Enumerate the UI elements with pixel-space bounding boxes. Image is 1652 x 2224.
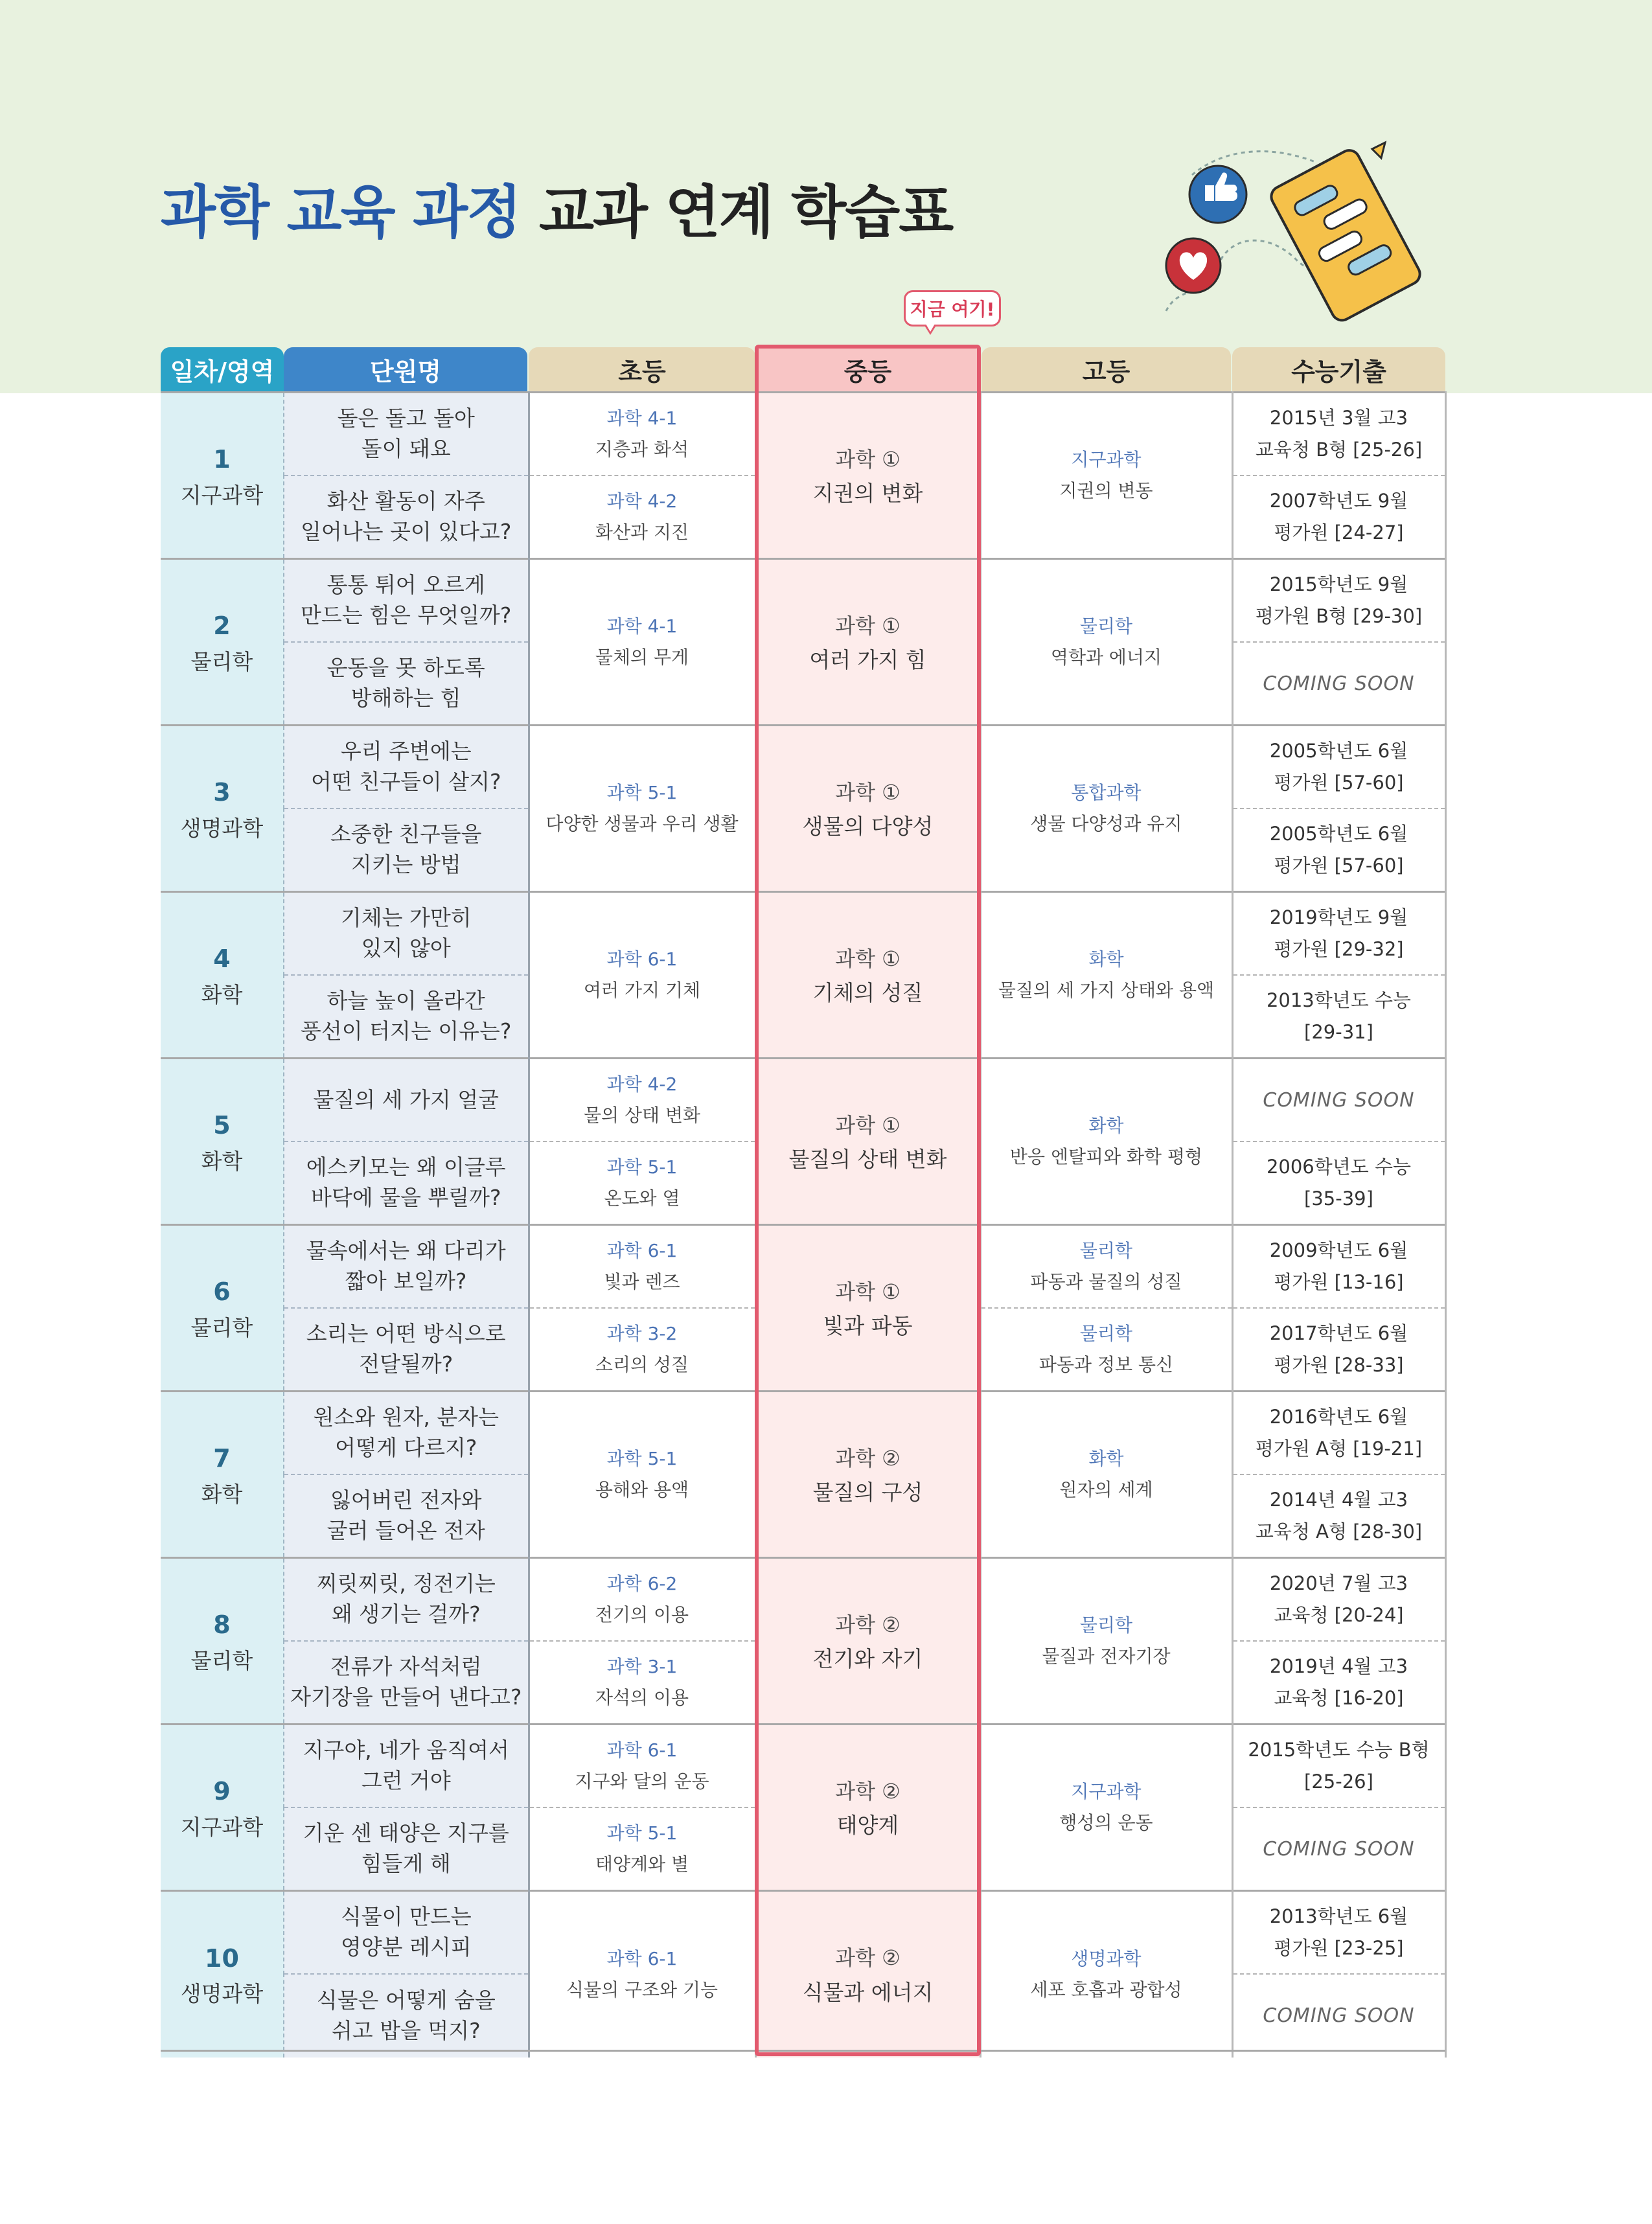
middle-subject: 빛과 파동 <box>823 1313 913 1338</box>
elementary-level: 과학 4-1 <box>606 407 678 429</box>
header-unit-name: 단원명 <box>284 347 527 391</box>
sat-exam-info: 2014년 4월 고3 교육청 A형 [28-30] <box>1255 1488 1423 1542</box>
sat-cell <box>1232 1225 1445 1309</box>
high-subject: 파동과 물질의 성질 <box>1030 1271 1182 1292</box>
table-row <box>161 1225 1445 1309</box>
elementary-subject: 빛과 렌즈 <box>604 1271 680 1292</box>
elementary-level: 과학 3-2 <box>606 1322 678 1344</box>
middle-cell <box>755 1059 980 1225</box>
table-row <box>161 1392 1445 1475</box>
day-number: 2 <box>213 611 231 640</box>
elementary-level: 과학 6-1 <box>606 948 678 970</box>
elementary-subject: 전기의 이용 <box>595 1604 689 1625</box>
table-row <box>161 559 1445 643</box>
middle-subject: 식물과 에너지 <box>802 1979 934 2005</box>
day-area-cell <box>161 1558 284 1725</box>
subject-area: 물리학 <box>190 1314 253 1340</box>
unit-name-cell: 식물이 만드는 영양분 레시피 <box>284 1891 529 1975</box>
unit-name-cell: 소리는 어떤 방식으로 전달될까? <box>284 1308 529 1392</box>
high-subject: 원자의 세계 <box>1059 1479 1153 1500</box>
elementary-subject: 화산과 지진 <box>595 522 689 543</box>
middle-subject: 기체의 성질 <box>812 980 923 1005</box>
high-subject: 지권의 변동 <box>1059 480 1153 501</box>
middle-cell <box>755 726 980 892</box>
day-area-cell <box>161 726 284 892</box>
high-cell <box>980 1059 1232 1225</box>
high-level: 통합과학 <box>1071 781 1141 803</box>
elementary-level: 과학 6-1 <box>606 1739 678 1761</box>
social-media-illustration <box>1153 136 1425 330</box>
day-number: 10 <box>205 1943 239 1973</box>
high-cell <box>980 1891 1232 2058</box>
unit-name-cell: 운동을 못 하도록 방해하는 힘 <box>284 642 529 726</box>
elementary-cell <box>529 1392 755 1558</box>
high-cell <box>980 1725 1232 1891</box>
sat-cell <box>1232 476 1445 559</box>
elementary-cell <box>529 1308 755 1392</box>
elementary-level: 과학 3-1 <box>606 1655 678 1677</box>
unit-name-cell: 기운 센 태양은 지구를 힘들게 해 <box>284 1807 529 1891</box>
sat-cell <box>1232 1141 1445 1225</box>
high-cell <box>980 1225 1232 1309</box>
table-row <box>161 1558 1445 1642</box>
day-number: 4 <box>213 944 231 973</box>
day-area-cell <box>161 1059 284 1225</box>
high-level: 지구과학 <box>1071 1780 1141 1802</box>
sat-exam-info: 2019년 4월 고3 교육청 [16-20] <box>1269 1655 1408 1709</box>
unit-name-cell: 하늘 높이 올라간 풍선이 터지는 이유는? <box>284 975 529 1059</box>
sat-cell <box>1232 1474 1445 1558</box>
elementary-cell <box>529 476 755 559</box>
day-area-cell <box>161 1891 284 2058</box>
day-number: 7 <box>213 1443 231 1473</box>
sat-exam-info: 2013학년도 6월 평가원 [23-25] <box>1269 1905 1408 1959</box>
high-cell <box>980 726 1232 892</box>
sat-exam-info: 2009학년도 6월 평가원 [13-16] <box>1269 1239 1408 1293</box>
elementary-level: 과학 5-1 <box>606 1822 678 1844</box>
subject-area: 지구과학 <box>180 1814 264 1840</box>
sat-exam-info: 2020년 7월 고3 교육청 [20-24] <box>1269 1572 1408 1626</box>
table-row <box>161 1059 1445 1142</box>
sat-exam-info: 2005학년도 6월 평가원 [57-60] <box>1269 822 1408 877</box>
high-subject: 역학과 에너지 <box>1050 647 1162 668</box>
unit-name-cell: 우리 주변에는 어떤 친구들이 살지? <box>284 726 529 809</box>
day-area-cell <box>161 1725 284 1891</box>
subject-area: 화학 <box>201 1148 243 1174</box>
high-subject: 물질과 전자기장 <box>1042 1645 1171 1667</box>
sat-exam-info: 2015년 3월 고3 교육청 B형 [25-26] <box>1255 406 1423 461</box>
day-area-cell <box>161 1225 284 1392</box>
high-level: 화학 <box>1088 948 1124 970</box>
high-cell <box>980 1308 1232 1392</box>
subject-area: 생명과학 <box>180 1981 264 2007</box>
elementary-cell <box>529 559 755 726</box>
middle-subject: 물질의 상태 변화 <box>788 1146 947 1172</box>
day-number: 8 <box>213 1610 231 1639</box>
high-level: 생명과학 <box>1071 1947 1141 1969</box>
subject-area: 물리학 <box>190 1647 253 1673</box>
middle-cell <box>755 1392 980 1558</box>
unit-name-cell: 전류가 자석처럼 자기장을 만들어 낸다고? <box>284 1641 529 1725</box>
day-area-cell <box>161 1392 284 1558</box>
elementary-level: 과학 4-2 <box>606 1073 678 1095</box>
elementary-subject: 식물의 구조와 기능 <box>566 1978 718 2000</box>
elementary-subject: 자석의 이용 <box>595 1687 689 1708</box>
subject-area: 지구과학 <box>180 482 264 508</box>
elementary-level: 과학 4-1 <box>606 615 678 637</box>
high-level: 화학 <box>1088 1114 1124 1136</box>
elementary-level: 과학 5-1 <box>606 1156 678 1178</box>
high-level: 지구과학 <box>1071 448 1141 470</box>
table-row <box>161 1725 1445 1808</box>
elementary-subject: 태양계와 별 <box>595 1853 689 1875</box>
coming-soon-label: COMING SOON <box>1263 1837 1415 1861</box>
elementary-subject: 지구와 달의 운동 <box>575 1771 709 1792</box>
here-callout: 지금 여기! <box>904 290 1001 327</box>
middle-cell <box>755 1891 980 2058</box>
high-level: 물리학 <box>1079 615 1133 637</box>
middle-level: 과학 ① <box>835 1279 901 1304</box>
sat-cell <box>1232 1392 1445 1475</box>
elementary-subject: 소리의 성질 <box>595 1354 689 1375</box>
day-number: 3 <box>213 777 231 807</box>
day-number: 6 <box>213 1277 231 1306</box>
sat-exam-info: 2015학년도 수능 B형 [25-26] <box>1248 1738 1430 1793</box>
middle-subject: 여러 가지 힘 <box>809 647 926 672</box>
high-cell <box>980 1392 1232 1558</box>
table-row <box>161 726 1445 809</box>
table-bottom-border <box>161 2050 1445 2052</box>
middle-level: 과학 ② <box>835 1778 901 1804</box>
unit-name-cell: 지구야, 네가 움직여서 그런 거야 <box>284 1725 529 1808</box>
elementary-cell <box>529 1725 755 1808</box>
middle-level: 과학 ① <box>835 779 901 805</box>
middle-level: 과학 ① <box>835 446 901 472</box>
unit-name-cell: 소중한 친구들을 지키는 방법 <box>284 808 529 892</box>
middle-level: 과학 ① <box>835 1112 901 1138</box>
day-number: 9 <box>213 1776 231 1806</box>
middle-subject: 물질의 구성 <box>812 1479 923 1505</box>
high-subject: 생물 다양성과 유지 <box>1030 813 1182 834</box>
sat-cell <box>1232 892 1445 976</box>
subject-area: 물리학 <box>190 648 253 674</box>
sat-exam-info: 2013학년도 수능 [29-31] <box>1266 989 1412 1043</box>
middle-subject: 전기와 자기 <box>812 1645 923 1671</box>
elementary-cell <box>529 1141 755 1225</box>
high-cell <box>980 559 1232 726</box>
header-sat: 수능기출 <box>1232 347 1445 391</box>
middle-subject: 지권의 변화 <box>812 480 923 506</box>
elementary-level: 과학 5-1 <box>606 1447 678 1469</box>
elementary-cell <box>529 1225 755 1309</box>
curriculum-table <box>161 391 1447 2058</box>
middle-cell <box>755 1225 980 1392</box>
high-subject: 행성의 운동 <box>1059 1812 1153 1833</box>
sat-exam-info: 2005학년도 6월 평가원 [57-60] <box>1269 739 1408 794</box>
unit-name-cell: 통통 튀어 오르게 만드는 힘은 무엇일까? <box>284 559 529 643</box>
sat-exam-info: 2006학년도 수능 [35-39] <box>1266 1155 1412 1209</box>
sat-cell <box>1232 1641 1445 1725</box>
middle-level: 과학 ② <box>835 1945 901 1971</box>
elementary-cell <box>529 1641 755 1725</box>
day-area-cell <box>161 393 284 559</box>
unit-name-cell: 물질의 세 가지 얼굴 <box>284 1059 529 1142</box>
elementary-cell <box>529 892 755 1059</box>
elementary-level: 과학 6-2 <box>606 1572 678 1594</box>
high-level: 화학 <box>1088 1447 1124 1469</box>
middle-level: 과학 ① <box>835 613 901 638</box>
sat-exam-info: 2019학년도 9월 평가원 [29-32] <box>1269 906 1408 960</box>
coming-soon-label: COMING SOON <box>1263 2004 1415 2028</box>
elementary-cell <box>529 1558 755 1642</box>
unit-name-cell: 찌릿찌릿, 정전기는 왜 생기는 걸까? <box>284 1558 529 1642</box>
sat-exam-info: 2015학년도 9월 평가원 B형 [29-30] <box>1255 573 1423 627</box>
sat-cell <box>1232 808 1445 892</box>
elementary-subject: 여러 가지 기체 <box>583 980 701 1001</box>
elementary-level: 과학 5-1 <box>606 781 678 803</box>
day-number: 1 <box>213 444 231 474</box>
sat-cell <box>1232 559 1445 643</box>
sat-cell <box>1232 1807 1445 1891</box>
page-title-part2: 교과 연계 학습표 <box>538 179 953 246</box>
elementary-subject: 물의 상태 변화 <box>583 1105 701 1126</box>
unit-name-cell: 잃어버린 전자와 굴러 들어온 전자 <box>284 1474 529 1558</box>
unit-name-cell: 식물은 어떻게 숨을 쉬고 밥을 먹지? <box>284 1974 529 2058</box>
sat-cell <box>1232 393 1445 476</box>
elementary-subject: 용해와 용액 <box>595 1479 689 1500</box>
high-level: 물리학 <box>1079 1322 1133 1344</box>
elementary-subject: 지층과 화석 <box>595 439 689 460</box>
page-title <box>161 167 952 249</box>
header-day-area: 일차/영역 <box>161 347 284 391</box>
elementary-subject: 물체의 무게 <box>595 647 689 668</box>
high-level: 물리학 <box>1079 1239 1133 1261</box>
high-subject: 반응 엔탈피와 화학 평형 <box>1009 1146 1203 1167</box>
sat-exam-info: 2007학년도 9월 평가원 [24-27] <box>1269 489 1408 544</box>
high-cell <box>980 892 1232 1059</box>
day-number: 5 <box>213 1110 231 1140</box>
elementary-level: 과학 6-1 <box>606 1947 678 1969</box>
header-middle: 중등 <box>755 347 980 391</box>
middle-level: 과학 ② <box>835 1445 901 1471</box>
middle-level: 과학 ② <box>835 1612 901 1637</box>
middle-level: 과학 ① <box>835 946 901 971</box>
middle-cell <box>755 559 980 726</box>
unit-name-cell: 화산 활동이 자주 일어나는 곳이 있다고? <box>284 476 529 559</box>
table-row <box>161 1891 1445 1975</box>
page-title-part1: 과학 교육 과정 <box>161 179 521 246</box>
table-row <box>161 393 1445 476</box>
header-elementary: 초등 <box>529 347 755 391</box>
sat-cell <box>1232 1558 1445 1642</box>
day-area-cell <box>161 892 284 1059</box>
elementary-subject: 온도와 열 <box>604 1187 680 1209</box>
high-level: 물리학 <box>1079 1614 1133 1636</box>
sat-cell <box>1232 726 1445 809</box>
unit-name-cell: 물속에서는 왜 다리가 짧아 보일까? <box>284 1225 529 1309</box>
high-cell <box>980 393 1232 559</box>
middle-cell <box>755 393 980 559</box>
subject-area: 화학 <box>201 1481 243 1507</box>
elementary-cell <box>529 1807 755 1891</box>
elementary-subject: 다양한 생물과 우리 생활 <box>545 813 739 834</box>
high-cell <box>980 1558 1232 1725</box>
sat-cell <box>1232 1725 1445 1808</box>
coming-soon-label: COMING SOON <box>1263 672 1415 695</box>
unit-name-cell: 기체는 가만히 있지 않아 <box>284 892 529 976</box>
day-area-cell <box>161 559 284 726</box>
sat-cell <box>1232 1974 1445 2058</box>
subject-area: 화학 <box>201 981 243 1007</box>
high-subject: 물질의 세 가지 상태와 용액 <box>998 980 1215 1001</box>
elementary-level: 과학 6-1 <box>606 1239 678 1261</box>
elementary-cell <box>529 1059 755 1142</box>
sat-exam-info: 2017학년도 6월 평가원 [28-33] <box>1269 1322 1408 1376</box>
sat-cell <box>1232 1308 1445 1392</box>
table-row <box>161 892 1445 976</box>
unit-name-cell: 돌은 돌고 돌아 돌이 돼요 <box>284 393 529 476</box>
middle-cell <box>755 1558 980 1725</box>
subject-area: 생명과학 <box>180 815 264 841</box>
sat-exam-info: 2016학년도 6월 평가원 A형 [19-21] <box>1255 1405 1423 1460</box>
middle-subject: 생물의 다양성 <box>802 813 934 839</box>
middle-cell <box>755 892 980 1059</box>
elementary-level: 과학 4-2 <box>606 490 678 512</box>
elementary-cell <box>529 1891 755 2058</box>
coming-soon-label: COMING SOON <box>1263 1088 1415 1112</box>
sat-cell <box>1232 642 1445 726</box>
unit-name-cell: 에스키모는 왜 이글루 바닥에 물을 뿌릴까? <box>284 1141 529 1225</box>
sat-cell <box>1232 975 1445 1059</box>
high-subject: 세포 호흡과 광합성 <box>1030 1978 1182 2000</box>
middle-subject: 태양계 <box>836 1812 899 1838</box>
elementary-cell <box>529 726 755 892</box>
sat-cell <box>1232 1891 1445 1975</box>
elementary-cell <box>529 393 755 476</box>
unit-name-cell: 원소와 원자, 분자는 어떻게 다르지? <box>284 1392 529 1475</box>
middle-cell <box>755 1725 980 1891</box>
high-subject: 파동과 정보 통신 <box>1038 1354 1174 1375</box>
sat-cell <box>1232 1059 1445 1142</box>
header-high: 고등 <box>981 347 1231 391</box>
